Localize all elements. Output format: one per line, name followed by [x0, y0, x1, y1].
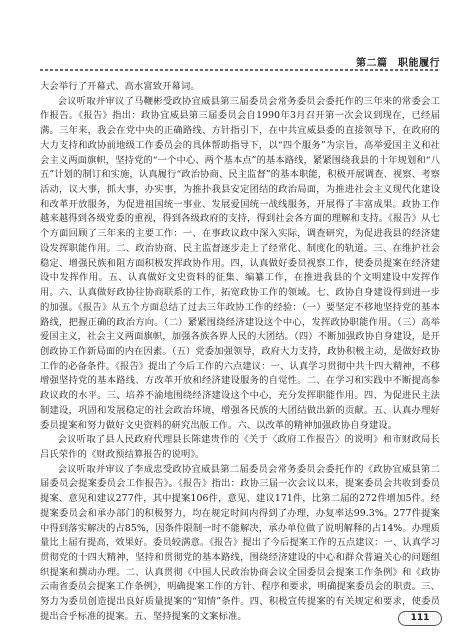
header-rule — [40, 69, 440, 71]
running-header — [40, 53, 440, 71]
paragraph-government-finance-reports: 会议听取了县人民政府代理县长陈建贵作的《关于〈政府工作报告〉的说明》和市财政局长吕氏荣作的《财政预结算报告的说明》。 — [40, 434, 440, 460]
paragraph-standing-committee-report: 会议听取并审议了马鞭彬受政协宜威县第三届委员会常务委员会委托作的三年来的常委会工作报告。《报告》指出：政协宜威县第三届委员会自1990年3月召开第一次会议到现在，已经届满。三年来，我会在党中央的正确路线、方针指引下，在中共宜威县委的直接领导下，在政府的大力支持和政协前地级工作委员会的具体帮助指导下，以“四个服务”为宗旨，高举爱国主义和社会主义两面旗帜，坚持党的“一个中心、两个基本点”的基本路线，紧紧围绕我县的十年规划和“八五”计划的制订和实施，认真履行“政治协商、民主监督”的基本职能，积极开展调查、视察、考察活动，议大事，抓大事，办实事，为推扑我县安定团结的政治局面，为推进社会主义现代化建设和改革开放服务，为促进祖国统一事业、发展爱国统一战线服务，开展得了丰富成果。政协工作越来越得到各级党委的重视，得到各级政府的支持，得到社会各方面的理解和支持。《报告》从七个方面回顾了三年来的主要工作：一、在事政议政中深入实际，调查研究，为促进我县的经济建设发挥职能作用。二、政治协商、民主监督逐步走上了经常化、制度化的轨道。三、在维护社会稳定、增强民族和阻方面积极发挥政协作用。四，认真做好委员视察工作，使委员提案在经济建设中发挥作用。五、认真做好文史资料的征集、编纂工作，在推进我县的个文明建设中发挥作用。六、认真做好政协往协商联系的工作，拓宽政协工作的领域。七、政协自身建设得到进一步的加强。《报告》从五个方面总结了过去三年政协工作的经验：（一）要坚定不移地坚持党的基本路线，把握正确的政治方向。（二）紧紧围绕经济建设这个中心，发挥政协职能作用。（三）高举爱国主义，社会主义两面旗帜，加强各族各界人民的大团结。（四）不断加强政协自身建设，是开创政协工作新局面的内在因素。（五）党委加强领导，政府大力支持，政协积极主动，是做好政协工作的必备条件。《报告》提出了今后工作的六点建议：一、认真学习贯彻中共十四大精神，不移增强坚持党的基本路线、方改革开放和经济建设服务的自觉性。二、在学习和实践中不断提高参政议政的水平。三、培养不渝地围绕经济建设这个中心，充分发挥职能作用。四、为促进民主法制建设，巩固和发展稳定的社会政治环境，增强各民族的大团结做出新的贡献。五、认真办理好委员提案和努力做好文史资料的研究出版工作。六、以改革的精神加强政协自身建设。 — [40, 95, 440, 431]
page-number: 111 — [398, 611, 442, 626]
body-text — [40, 80, 440, 625]
paragraph-opening-ceremony: 大会举行了开幕式、高水富致开幕词。 — [40, 81, 200, 92]
section-title: 第二篇 职能履行 — [356, 58, 440, 69]
paragraph-proposal-committee-report: 会议听取并审议了李成忠受政协宜威县第二届委员会常务委员会委托作的《政协宜威县第二届委员会提案委员会工作报告》。《报告》指出：政协三届一次会议以来，提案委员会共收到委员提案、意见和建议277件，其中提案106件，意见、建议171件，比第二届的272件增加5件。经提案委员会和承办部门的积极努力，均在规定时间内得到了办理，办复率达99.3%。277件提案中得到落实解决的占85%，因条件限制一时不能解决，承办单位做了说明解释的占14%。办理质量比上届有提高，效果好。委员较满意。《报告》提出了今后提案工作的五点建议：一、认真学习贯彻党的十四大精神，坚持和贯彻党的基本路线，围绕经济建设的中心和群众普遍关心的问题组织提案和撰动办理。二、认真贯彻《中国人民政治协商会议全国委员会提案工作条例》和《政协云南省委员会提案工作条例》，明确提案工作的方针、程序和要求，明确提案委员会的职责。三、努力为委员创造提出良好质量提案的“知情”条件。四、积极宣传提案的有关规定和要求，使委员提出合乎标准的提案。五、坚持提案的文案标准。 — [40, 463, 440, 622]
